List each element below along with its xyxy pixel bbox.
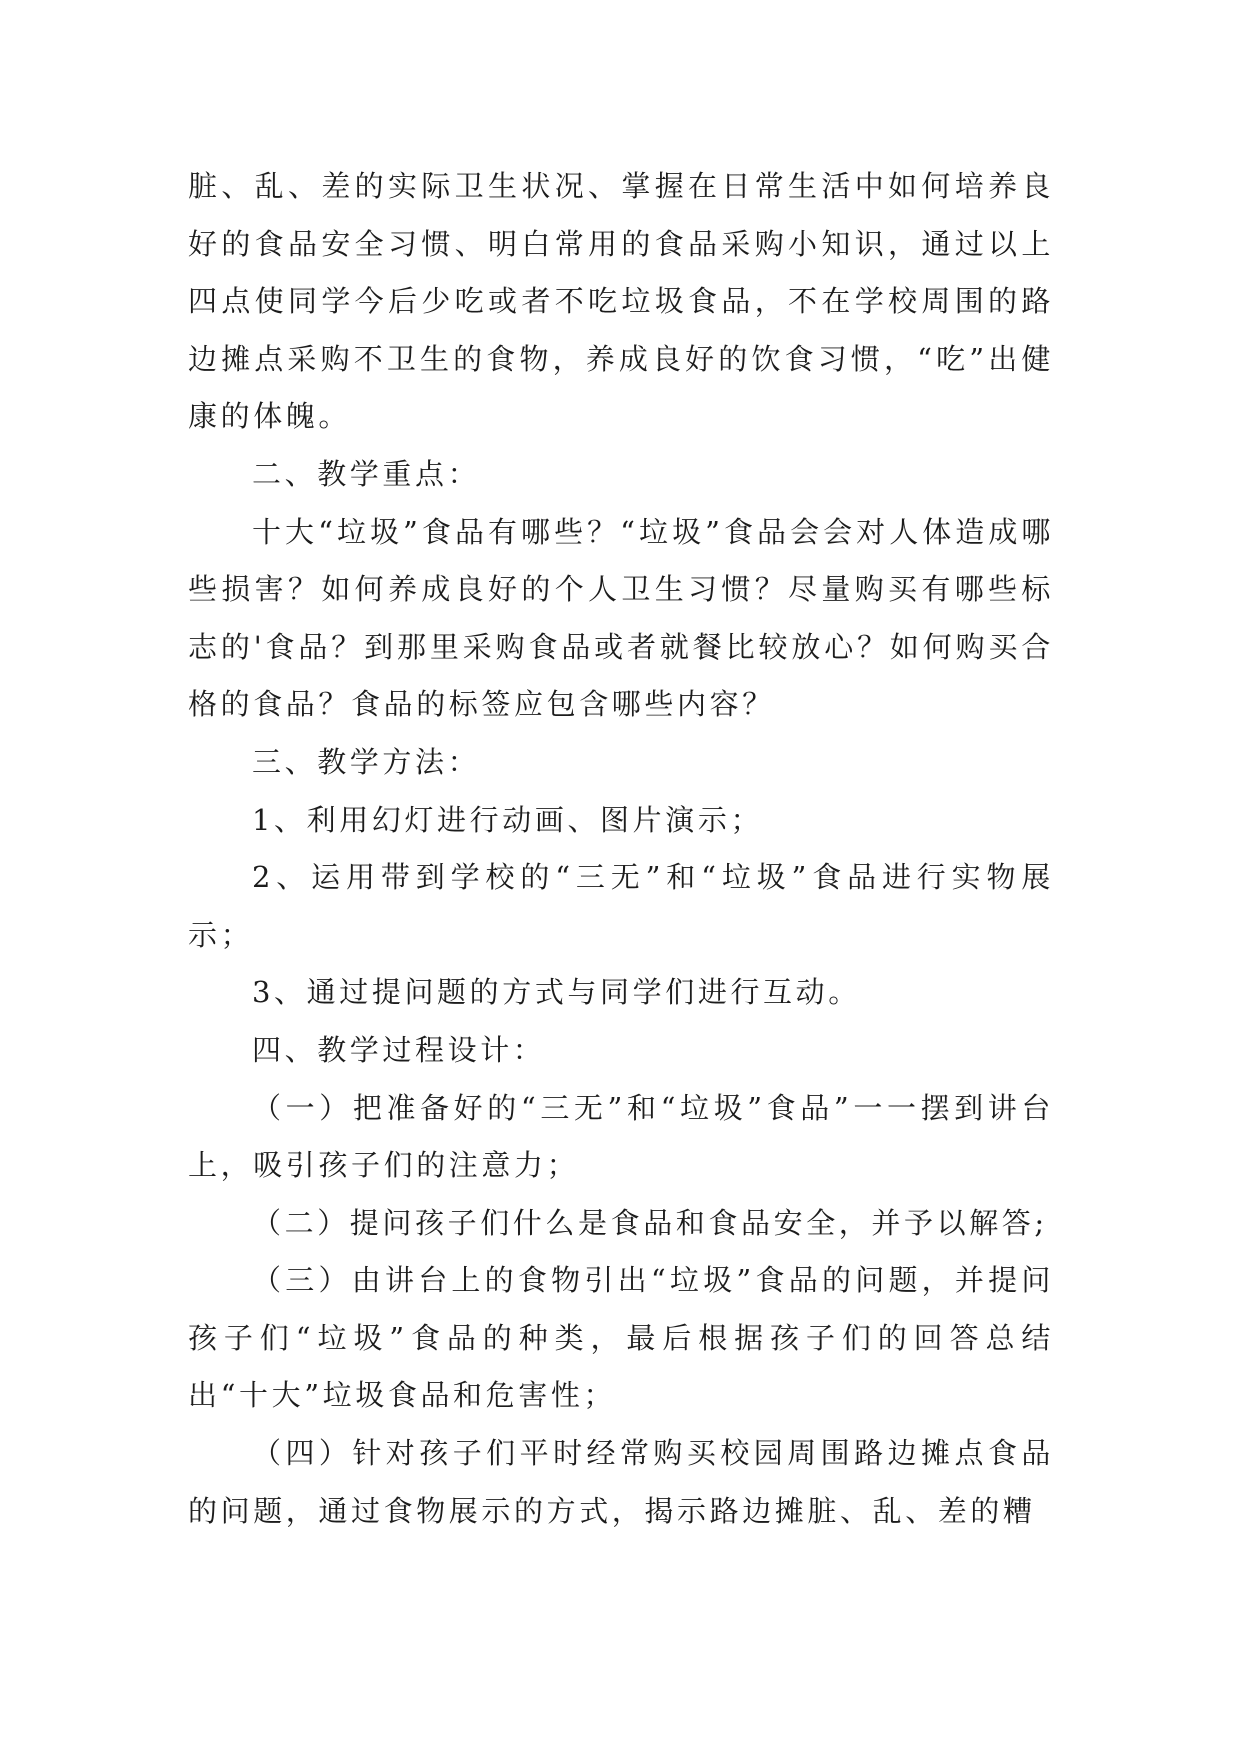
- process-step-4: （四）针对孩子们平时经常购买校园周围路边摊点食品的问题，通过食物展示的方式，揭示路边摊脏、乱、差的糟: [188, 1436, 1054, 1528]
- method-item-1: 1、利用幻灯进行动画、图片演示；: [252, 802, 764, 837]
- heading-teaching-methods: 三、教学方法：: [252, 744, 481, 779]
- paragraph-continuation: 脏、乱、差的实际卫生状况、掌握在日常生活中如何培养良好的食品安全习惯、明白常用的食品采购小知识，通过以上四点使同学今后少吃或者不吃垃圾食品，不在学校周围的路边摊点采购不卫生的食物，养成良好的饮食习惯，“吃”出健康的体魄。: [188, 169, 1054, 434]
- method-item-3: 3、通过提问题的方式与同学们进行互动。: [252, 975, 861, 1010]
- paragraph-teaching-focus: 十大“垃圾”食品有哪些？“垃圾”食品会会对人体造成哪些损害？如何养成良好的个人卫生习惯？尽量购买有哪些标志的'食品？到那里采购食品或者就餐比较放心？如何购买合格的食品？食品的标签应包含哪些内容？: [188, 514, 1054, 722]
- process-step-3: （三）由讲台上的食物引出“垃圾”食品的问题，并提问孩子们“垃圾”食品的种类，最后根据孩子们的回答总结出“十大”垃圾食品和危害性；: [188, 1263, 1054, 1413]
- process-step-2: （二）提问孩子们什么是食品和食品安全，并予以解答;: [252, 1205, 1048, 1240]
- heading-process-design: 四、教学过程设计：: [252, 1032, 546, 1067]
- process-step-1: （一）把准备好的“三无”和“垃圾”食品”一一摆到讲台上，吸引孩子们的注意力；: [188, 1090, 1054, 1183]
- heading-teaching-focus: 二、教学重点：: [252, 456, 481, 491]
- document-body: [188, 158, 1054, 1540]
- method-item-2: 2、运用带到学校的“三无”和“垃圾”食品进行实物展示；: [188, 860, 1054, 952]
